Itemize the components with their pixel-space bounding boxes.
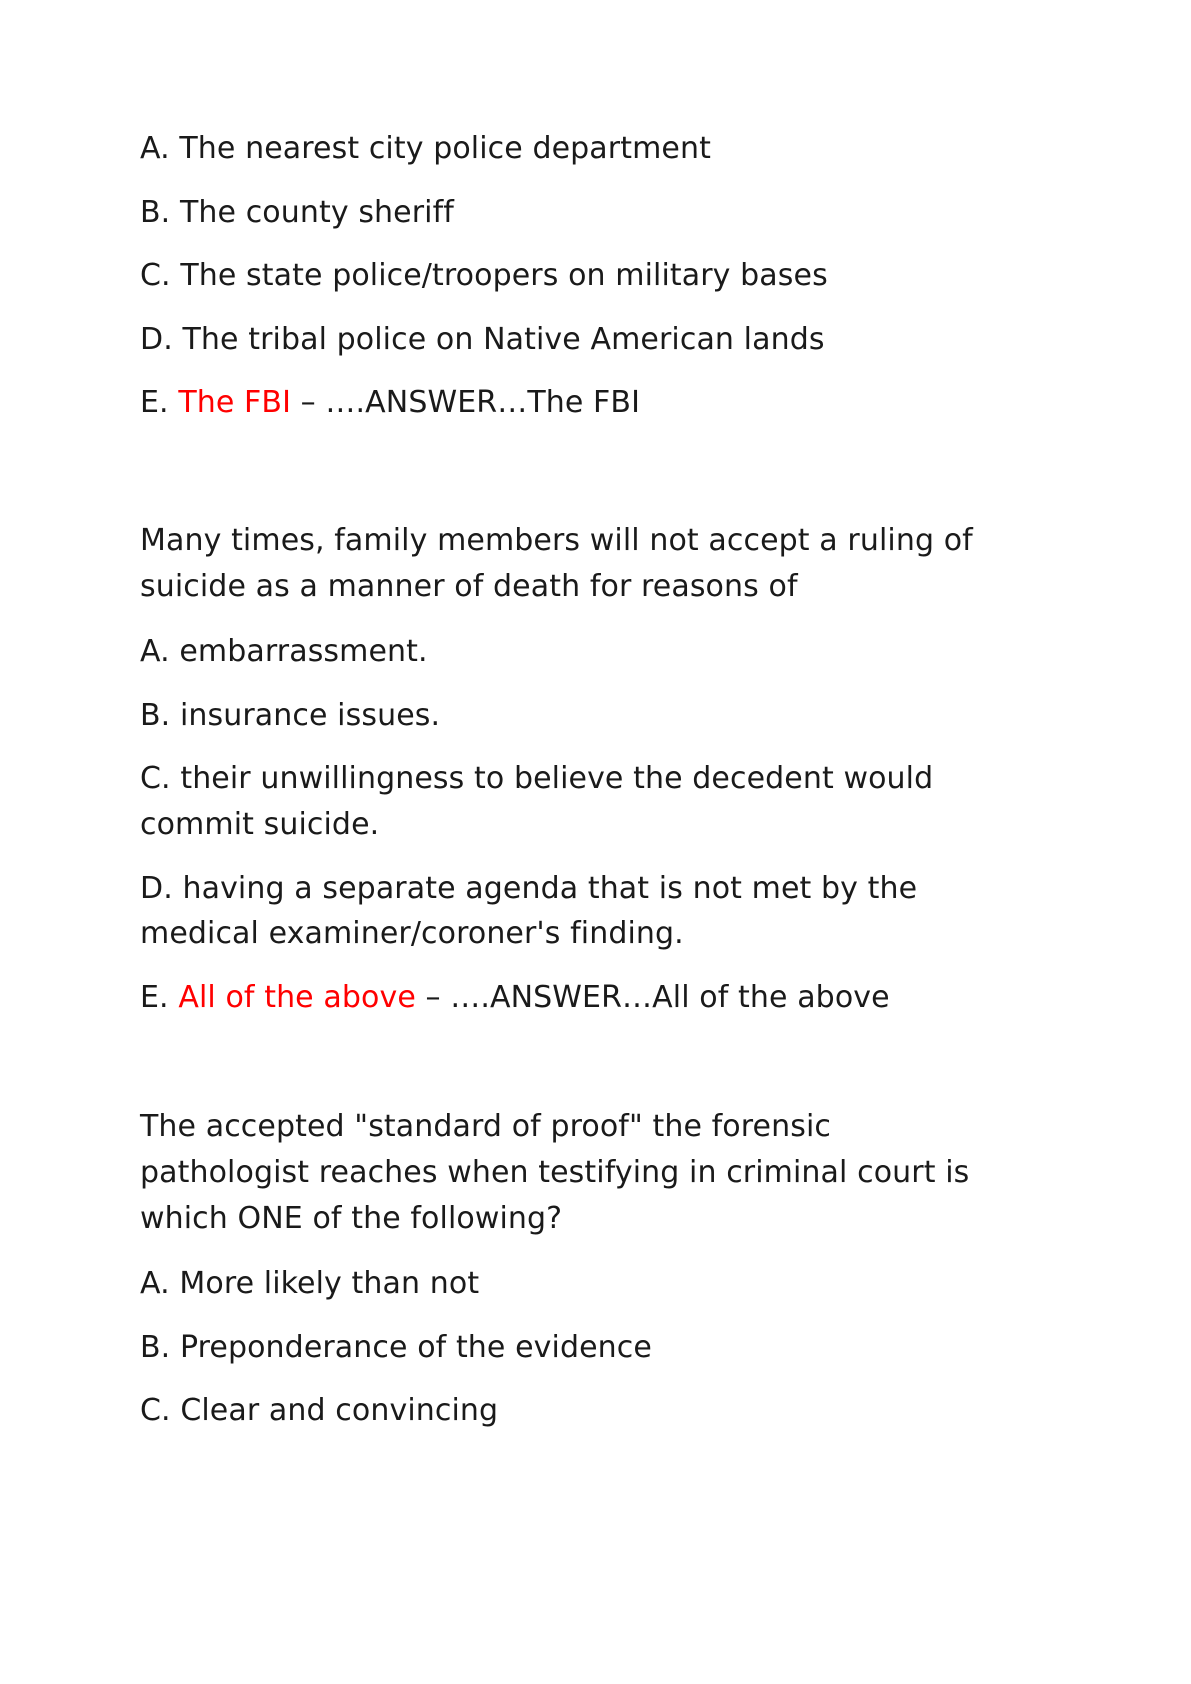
option-item <box>140 1325 1000 1371</box>
option-item <box>140 693 1000 739</box>
option-text: insurance issues. <box>179 697 441 733</box>
question-block-3 <box>140 1104 1061 1434</box>
option-label: A. <box>140 634 180 670</box>
option-label: C. <box>140 258 181 294</box>
option-label: C. <box>140 1393 181 1429</box>
block-spacer <box>140 1038 1061 1104</box>
option-text: The county sheriff <box>179 194 454 230</box>
option-item <box>140 756 1000 847</box>
option-text: having a separate agenda that is not met by the medical examiner/coroner's finding. <box>140 870 918 952</box>
option-text: their unwillingness to believe the decedent would commit suicide. <box>140 761 934 842</box>
option-item <box>140 1261 1000 1307</box>
option-label: E. <box>140 385 179 421</box>
option-item <box>140 866 1000 957</box>
option-text: More likely than not <box>179 1266 480 1302</box>
option-label: A. <box>140 131 180 166</box>
option-label: A. <box>140 1266 180 1302</box>
option-text: The state police/troopers on military bases <box>180 258 828 294</box>
answer-highlight: The FBI <box>178 385 292 421</box>
option-label: C. <box>140 761 181 797</box>
answer-suffix: – ….ANSWER…The FBI <box>291 385 641 421</box>
question-stem: Many times, family members will not accept a ruling of suicide as a manner of death for reasons of <box>140 522 973 604</box>
answer-highlight: All of the above <box>178 979 416 1015</box>
option-label: E. <box>140 979 179 1015</box>
option-item-answer <box>140 380 1000 426</box>
question-stem: The accepted "standard of proof" the forensic pathologist reaches when testifying in criminal court is which ONE of the following? <box>140 1109 970 1236</box>
option-text: The tribal police on Native American lands <box>182 321 825 357</box>
block-spacer <box>140 444 1061 518</box>
option-text: Clear and convincing <box>180 1393 499 1429</box>
question-block-2 <box>140 518 1061 1020</box>
option-text: embarrassment. <box>179 634 428 670</box>
option-item <box>140 253 1000 299</box>
option-text: Preponderance of the evidence <box>179 1329 652 1365</box>
option-item <box>140 1388 1000 1434</box>
option-label: B. <box>140 194 180 230</box>
option-item <box>140 126 1000 172</box>
option-item-answer <box>140 975 1000 1021</box>
question-block-1 <box>140 126 1061 426</box>
option-label: B. <box>140 1329 180 1365</box>
option-label: D. <box>140 321 183 357</box>
option-item <box>140 629 1000 675</box>
option-item <box>140 317 1000 363</box>
option-label: D. <box>140 870 183 906</box>
option-text: The nearest city police department <box>179 131 711 166</box>
option-item <box>140 190 1000 236</box>
option-label: B. <box>140 697 180 733</box>
answer-suffix: – ….ANSWER…All of the above <box>415 979 890 1015</box>
